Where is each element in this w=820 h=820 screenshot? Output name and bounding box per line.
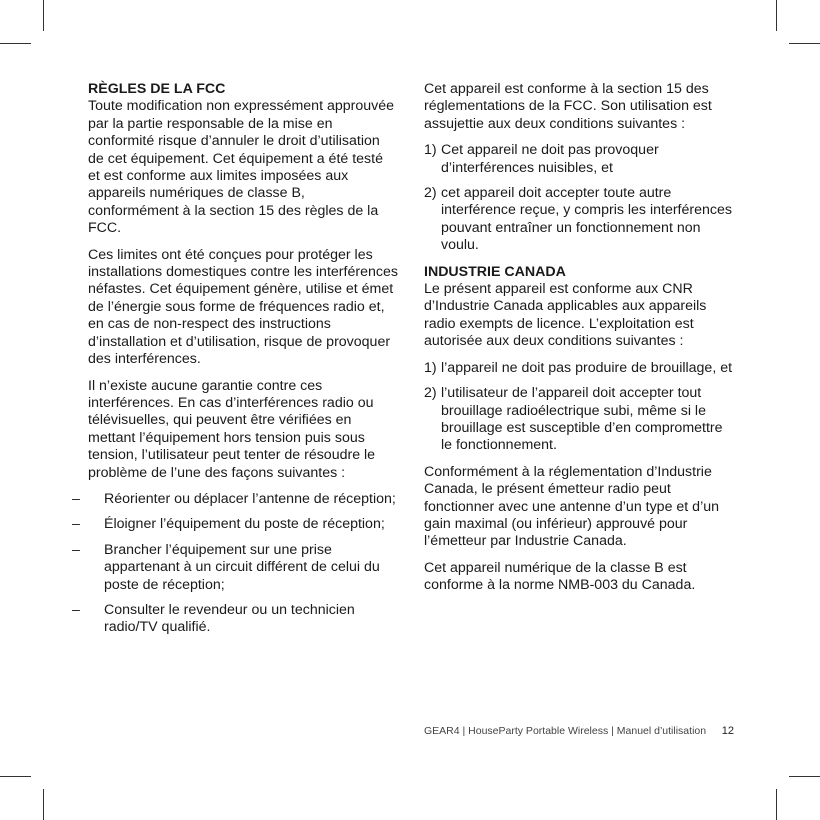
list-number: 1) — [424, 142, 437, 159]
list-item-text: Brancher l’équipement sur une prise appartenant à un circuit différent de celui du poste de réception; — [104, 541, 380, 593]
list-item — [72, 601, 398, 637]
list-item — [424, 360, 736, 377]
list-item-text: Réorienter ou déplacer l’antenne de réception; — [104, 490, 396, 507]
list-item-text: Cet appareil ne doit pas provoquer d’interférences nuisibles, et — [441, 142, 659, 176]
list-number: 2) — [424, 185, 437, 202]
dash-marker: – — [72, 490, 80, 507]
list-item — [72, 541, 398, 594]
list-item-text: l’utilisateur de l’appareil doit accepter tout brouillage radioélectrique subi, même si le brouillage est susceptible d’en compromettre le fonctionnement. — [441, 385, 723, 454]
list-item — [424, 142, 736, 177]
crop-mark-top-left — [43, 0, 44, 31]
list-item — [424, 185, 736, 255]
industry-canada-heading: INDUSTRIE CANADA — [424, 263, 566, 280]
left-column — [72, 81, 398, 646]
page-footer — [424, 725, 736, 737]
fcc-conditions-list — [424, 142, 736, 254]
nmb-paragraph: Cet appareil numérique de la classe B est conforme à la norme NMB-003 du Canada. — [424, 559, 696, 594]
list-item — [72, 490, 398, 508]
dash-marker: – — [72, 601, 80, 618]
fcc-paragraph-1: Toute modification non expressément approuvée par la partie responsable de la mise en conformité risque d’annuler le droit d’utilisation de cet équipement. Cet équipement a été testé et est conforme aux limites imposées aux appareils numériques de classe B, conformément à la section 15 des règles de la FCC. — [88, 98, 395, 237]
crop-mark-top-right — [776, 0, 777, 31]
footer-text: GEAR4 | HouseParty Portable Wireless | Manuel d’utilisation — [424, 725, 707, 737]
list-item-text: Consulter le revendeur ou un technicien radio/TV qualifié. — [104, 601, 355, 636]
fcc-conformity-paragraph: Cet appareil est conforme à la section 15 des réglementations de la FCC. Son utilisation est assujettie aux deux conditions suivantes : — [424, 81, 712, 132]
crop-mark-bottom-right-h — [789, 776, 820, 777]
dash-marker: – — [72, 516, 80, 533]
page-number: 12 — [721, 725, 734, 737]
list-item — [72, 516, 398, 533]
list-item — [424, 385, 736, 455]
fcc-paragraph-2: Ces limites ont été conçues pour protéger les installations domestiques contre les interférences néfastes. Cet équipement génère, utilise et émet de l’énergie sous forme de fréquences radio et, en cas de non-respect des instructions d’installation et d’utilisation, risque de provoquer des interférences. — [88, 246, 398, 368]
list-number: 1) — [424, 359, 437, 376]
crop-mark-bottom-left-h — [0, 776, 31, 777]
ic-conditions-list — [424, 360, 736, 455]
list-number: 2) — [424, 385, 437, 402]
crop-mark-bottom-right — [776, 789, 777, 820]
industry-canada-paragraph: Le présent appareil est conforme aux CNR d’Industrie Canada applicables aux appareils radio exempts de licence. L’exploitation est autorisée aux deux conditions suivantes : — [424, 281, 707, 350]
remedy-list — [72, 490, 398, 637]
crop-mark-top-left-h — [0, 43, 31, 44]
right-column — [424, 81, 736, 604]
list-item-text: cet appareil doit accepter toute autre interférence reçue, y compris les interférences pouvant entraîner un fonctionnement non voulu. — [441, 185, 732, 254]
dash-marker: – — [72, 541, 80, 558]
list-item-text: Éloigner l’équipement du poste de réception; — [104, 516, 385, 533]
crop-mark-bottom-left — [43, 789, 44, 820]
crop-mark-top-right-h — [789, 43, 820, 44]
list-item-text: l’appareil ne doit pas produire de brouillage, et — [441, 359, 733, 376]
fcc-paragraph-3: Il n’existe aucune garantie contre ces interférences. En cas d’interférences radio ou télévisuelles, qui peuvent être vérifiées en mettant l’équipement hors tension puis sous tension, l’utilisateur peut tenter de résoudre le problème de l’une des façons suivantes : — [88, 377, 376, 481]
antenna-paragraph: Conformément à la réglementation d’Industrie Canada, le présent émetteur radio peut fonctionner avec une antenne d’un type et d’un gain maximal (ou inférieur) approuvé pour l’émetteur par Industrie Canada. — [424, 463, 720, 550]
fcc-heading: RÈGLES DE LA FCC — [88, 81, 226, 97]
